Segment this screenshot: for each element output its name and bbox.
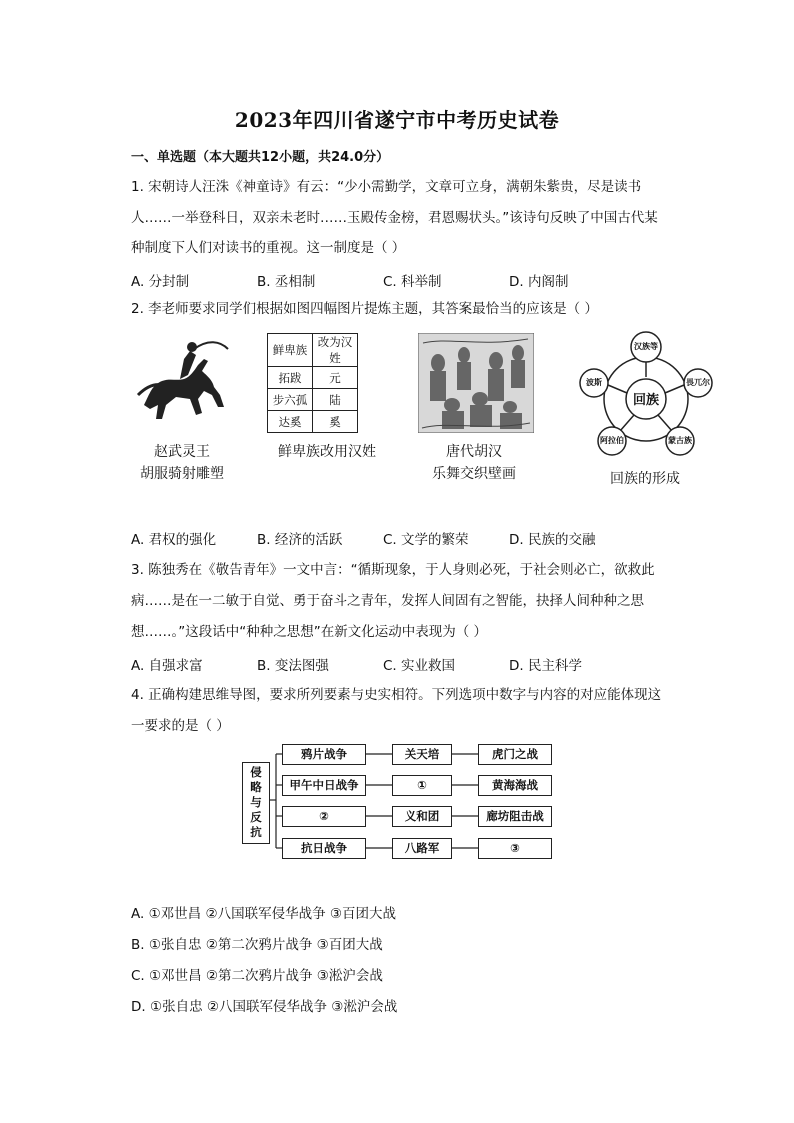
mindmap-node: 抗日战争: [282, 838, 366, 859]
q1-line: 种制度下人们对读书的重视。这一制度是（ ）: [131, 240, 406, 256]
mindmap-node: 关天培: [392, 744, 452, 765]
caption-line: 赵武灵王: [154, 444, 210, 460]
mindmap-node: 鸦片战争: [282, 744, 366, 765]
mindmap-node: 黄海海战: [478, 775, 552, 796]
cycle-center: 回族: [632, 393, 659, 408]
q1-option-b[interactable]: B. 丞相制: [257, 274, 316, 290]
section-header: 一、单选题（本大题共12小题，共24.0分）: [131, 150, 390, 165]
q1-option-d[interactable]: D. 内阁制: [509, 274, 569, 290]
q2-option-a[interactable]: A. 君权的强化: [131, 532, 217, 548]
table-header: 鲜卑族: [268, 334, 313, 367]
mindmap-node: 廊坊阻击战: [478, 806, 552, 827]
mindmap-node: 八路军: [392, 838, 452, 859]
mindmap-node: ②: [282, 806, 366, 827]
root-char: 抗: [250, 825, 262, 839]
q3-option-b[interactable]: B. 变法图强: [257, 658, 329, 674]
cycle-node: 波斯: [586, 378, 602, 387]
q2-line: 2. 李老师要求同学们根据如图四幅图片提炼主题，其答案最恰当的应该是（ ）: [131, 301, 598, 317]
q3-line: 病……是在一二敏于自觉、勇于奋斗之青年，发挥人间固有之智能，抉择人间种种之思: [131, 593, 644, 609]
mindmap-node: 义和团: [392, 806, 452, 827]
caption-line: 回族的形成: [610, 471, 680, 487]
caption-line: 乐舞交织壁画: [432, 466, 516, 482]
table-header: 改为汉姓: [313, 334, 358, 367]
table-cell: 拓跋: [268, 367, 313, 389]
mindmap-node: 虎门之战: [478, 744, 552, 765]
mindmap-node: ①: [392, 775, 452, 796]
horse-rider-sculpture-image: [132, 335, 232, 425]
q4-option-d[interactable]: D. ①张自忠 ②八国联军侵华战争 ③淞沪会战: [131, 999, 398, 1015]
q1-line: 人……一举登科日，双亲未老时……玉殿传金榜，君恩赐状头。”该诗句反映了中国古代某: [131, 210, 658, 226]
q3-option-c[interactable]: C. 实业救国: [383, 658, 456, 674]
q2-option-c[interactable]: C. 文学的繁荣: [383, 532, 469, 548]
root-char: 略: [250, 780, 262, 794]
q3-option-d[interactable]: D. 民主科学: [509, 658, 582, 674]
caption-line: 鲜卑族改用汉姓: [278, 444, 376, 460]
q2-option-d[interactable]: D. 民族的交融: [509, 532, 596, 548]
surname-table: [267, 333, 358, 433]
q4-line: 4. 正确构建思维导图，要求所列要素与史实相符。下列选项中数字与内容的对应能体现这: [131, 687, 662, 703]
page-title: 2023年四川省遂宁市中考历史试卷: [234, 108, 560, 132]
q1-line: 1. 宋朝诗人汪洙《神童诗》有云：“少小需勤学，文章可立身，满朝朱紫贵，尽是读书: [131, 179, 642, 195]
table-cell: 奚: [313, 411, 358, 433]
cycle-node: 汉族等: [634, 342, 658, 351]
q4-option-a[interactable]: A. ①邓世昌 ②八国联军侵华战争 ③百团大战: [131, 906, 396, 922]
table-cell: 达奚: [268, 411, 313, 433]
q4-option-b[interactable]: B. ①张自忠 ②第二次鸦片战争 ③百团大战: [131, 937, 383, 953]
mural-image: [418, 333, 534, 433]
q3-line: 想……。”这段话中“种种之思想”在新文化运动中表现为（ ）: [131, 624, 488, 640]
q3-line: 3. 陈独秀在《敬告青年》一文中言：“循斯现象，于人身则必死，于社会则必亡，欲救此: [131, 562, 655, 578]
mindmap-node: 甲午中日战争: [282, 775, 366, 796]
q4-line: 一要求的是（ ）: [131, 718, 230, 734]
q1-option-a[interactable]: A. 分封制: [131, 274, 190, 290]
hui-formation-diagram: [572, 327, 720, 467]
table-cell: 步六孤: [268, 389, 313, 411]
q1-option-c[interactable]: C. 科举制: [383, 274, 442, 290]
table-cell: 元: [313, 367, 358, 389]
mindmap-root: [242, 762, 270, 844]
root-char: 侵: [250, 765, 262, 779]
root-char: 与: [250, 795, 262, 809]
mind-map: [242, 740, 556, 860]
table-cell: 陆: [313, 389, 358, 411]
cycle-node: 畏兀尔: [686, 378, 710, 387]
cycle-node: 蒙古族: [668, 436, 692, 445]
q3-option-a[interactable]: A. 自强求富: [131, 658, 203, 674]
caption-line: 唐代胡汉: [446, 444, 502, 460]
root-char: 反: [250, 810, 262, 824]
caption-line: 胡服骑射雕塑: [140, 466, 224, 482]
mindmap-node: ③: [478, 838, 552, 859]
cycle-node: 阿拉伯: [600, 436, 624, 445]
q2-option-b[interactable]: B. 经济的活跃: [257, 532, 343, 548]
q4-option-c[interactable]: C. ①邓世昌 ②第二次鸦片战争 ③淞沪会战: [131, 968, 383, 984]
